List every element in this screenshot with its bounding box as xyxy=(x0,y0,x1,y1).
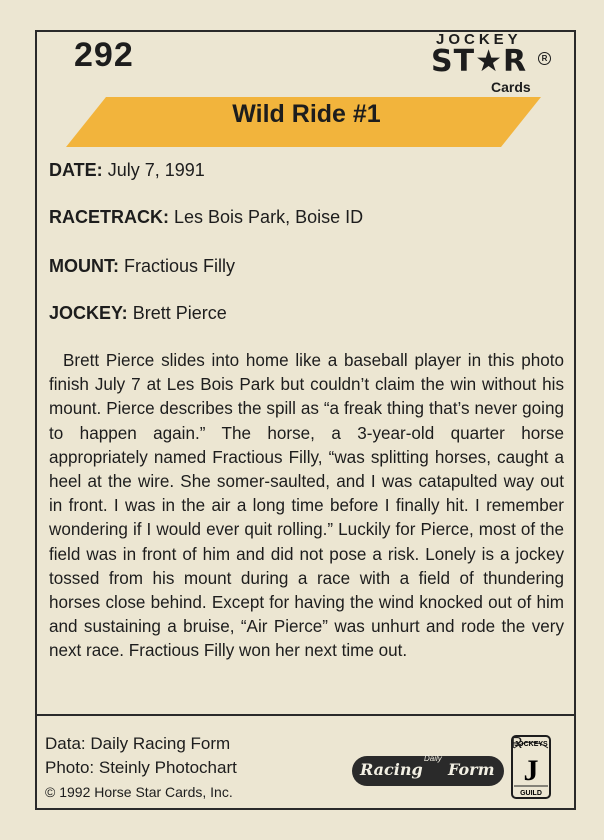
date-field xyxy=(49,160,205,181)
guild-letter: J xyxy=(523,754,539,787)
title-banner xyxy=(66,97,541,147)
registered-mark-icon: R xyxy=(538,52,551,65)
card-title: Wild Ride #1 xyxy=(232,100,381,128)
guild-top-text: JOCKEYS xyxy=(514,741,548,748)
credits xyxy=(45,732,237,780)
copyright-notice: © 1992 Horse Star Cards, Inc. xyxy=(45,784,233,800)
logo-cards-text: Cards xyxy=(491,79,531,95)
guild-registered-mark-icon: R xyxy=(511,735,523,752)
jockey-star-cards-logo xyxy=(428,30,553,98)
photo-credit: Photo: Steinly Photochart xyxy=(45,758,237,777)
logo-jockey-text: JOCKEY xyxy=(436,31,522,48)
jockey-field xyxy=(49,303,227,324)
footer-divider xyxy=(35,714,576,716)
date-label: DATE: xyxy=(49,160,103,180)
guild-bottom-text: GUILD xyxy=(520,790,542,797)
mount-label: MOUNT: xyxy=(49,256,119,276)
racetrack-value: Les Bois Park, Boise ID xyxy=(174,207,364,227)
logo-star-right: R xyxy=(502,44,528,79)
drf-logo-daily: Daily xyxy=(424,754,442,763)
logo-star-left: ST xyxy=(431,44,476,79)
racetrack-field xyxy=(49,207,363,228)
card-number: 292 xyxy=(74,36,134,74)
drf-logo-racing: Racing xyxy=(360,760,423,779)
drf-logo-form: Form xyxy=(448,760,495,779)
date-value: July 7, 1991 xyxy=(107,160,205,180)
mount-field xyxy=(49,256,235,277)
daily-racing-form-logo xyxy=(352,748,504,794)
logo-star-text xyxy=(431,44,527,79)
jockey-value: Brett Pierce xyxy=(132,303,227,323)
story-paragraph: Brett Pierce slides into home like a baseball player in this photo finish July 7 at Les Bois Park but couldn’t claim the win without his mount. Pierce describes the spill as “a freak thing that’s never going to happen again.” The horse, a 3-year-old quarter horse appropriately named Fractious Filly, “was splitting horses, caught a heel at the wire. She somer-saulted, and I was catapulted way out in front. I was in the air a long time before I finally hit. I remember wondering if I would ever quit rolling.” Luckily for Pierce, most of the field was in front of him and did not pose a risk. Lonely is a jockey tossed from his mount during a race with a field of thundering horses close behind. Except for having the wind knocked out of him and sustaining a bruise, “Air Pierce” was unhurt and rode the very next race. Fractious Filly won her next time out. xyxy=(49,351,564,661)
data-credit: Data: Daily Racing Form xyxy=(45,734,231,753)
jockey-label: JOCKEY: xyxy=(49,303,128,323)
mount-value: Fractious Filly xyxy=(124,256,236,276)
racetrack-label: RACETRACK: xyxy=(49,207,169,227)
star-icon: ★ xyxy=(475,44,503,79)
